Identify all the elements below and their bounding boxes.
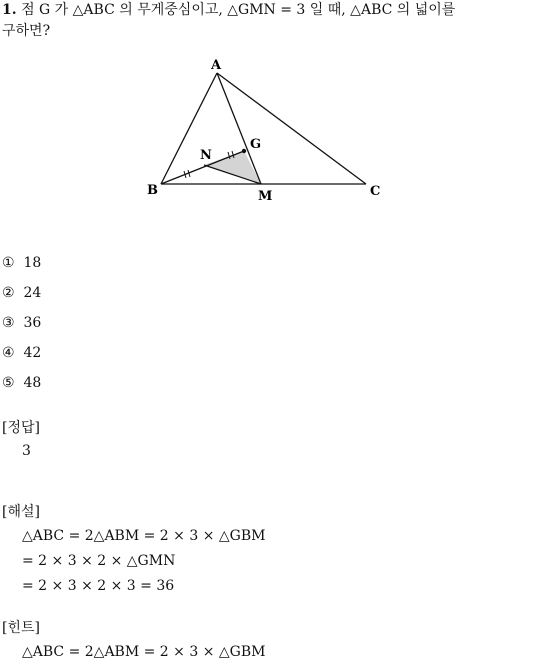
choice-marker: ③: [2, 315, 15, 331]
choice-marker: ④: [2, 345, 15, 361]
answer-header: [정답]: [2, 420, 40, 436]
triangle-figure: [140, 55, 390, 205]
label-n: N: [200, 148, 212, 163]
choice-4[interactable]: [2, 343, 41, 363]
label-c: C: [370, 184, 381, 199]
choice-marker: ②: [2, 285, 15, 301]
hint-header: [힌트]: [2, 620, 40, 636]
answer-value: 3: [22, 443, 31, 459]
choice-value: 18: [23, 255, 42, 271]
choice-5[interactable]: [2, 373, 41, 393]
choice-1[interactable]: [2, 253, 41, 273]
choice-value: 24: [23, 285, 42, 301]
question-line-1: [2, 0, 455, 20]
label-m: M: [258, 189, 273, 204]
choice-3[interactable]: [2, 313, 41, 333]
label-b: B: [147, 183, 158, 198]
choice-marker: ⑤: [2, 375, 15, 391]
choice-value: 36: [23, 315, 42, 331]
explanation-line-2: = 2 × 3 × 2 × △GMN: [22, 553, 176, 569]
question-text: 점 G 가 △ABC 의 무게중심이고, △GMN = 3 일 때, △ABC 의 넓이를: [21, 2, 456, 18]
question-number: 1.: [2, 2, 17, 18]
explanation-header: [해설]: [2, 504, 40, 520]
explanation-line-1: △ABC = 2△ABM = 2 × 3 × △GBM: [22, 528, 266, 544]
choice-value: 42: [23, 345, 42, 361]
label-a: A: [211, 58, 222, 73]
explanation-line-3: = 2 × 3 × 2 × 3 = 36: [22, 578, 175, 594]
question-line-2: 구하면?: [2, 23, 51, 39]
choice-value: 48: [23, 375, 42, 391]
point-g: [242, 149, 246, 153]
hint-line-1: △ABC = 2△ABM = 2 × 3 × △GBM: [22, 644, 266, 660]
edge-ab: [161, 73, 217, 184]
choice-2[interactable]: [2, 283, 41, 303]
label-g: G: [250, 137, 262, 152]
choice-marker: ①: [2, 255, 15, 271]
